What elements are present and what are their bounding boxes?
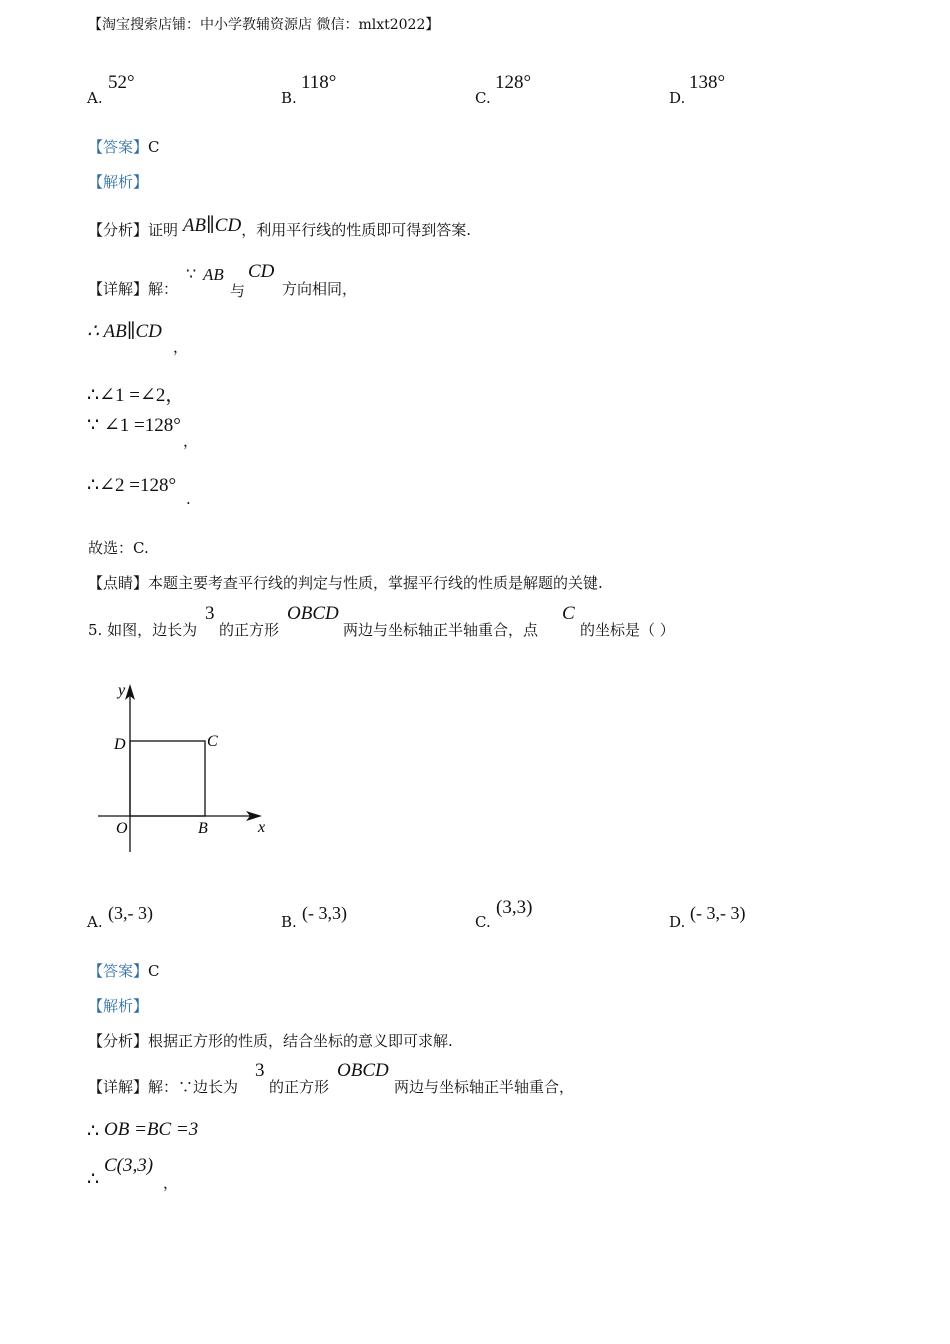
q5-option-c-letter: C. bbox=[475, 913, 491, 931]
q4-detail-because: ∵ bbox=[186, 266, 197, 283]
q4-dianjing: 【点睛】本题主要考查平行线的判定与性质，掌握平行线的性质是解题的关键. bbox=[88, 574, 603, 592]
q4-answer-value: C bbox=[148, 138, 160, 156]
q4-option-d-value: 138° bbox=[689, 72, 726, 93]
q5-step2: C(3,3) bbox=[104, 1155, 154, 1176]
q4-fenxi-post: ，利用平行线的性质即可得到答案. bbox=[241, 221, 471, 239]
q4-step4: ∴∠2 =128° bbox=[87, 475, 177, 496]
q4-answer bbox=[88, 136, 160, 157]
q4-option-b-value: 118° bbox=[301, 72, 337, 93]
x-label: x bbox=[258, 819, 266, 836]
q4-answer-tag: 【答案】 bbox=[88, 138, 149, 156]
q5-option-c-value: (3,3) bbox=[496, 897, 533, 918]
q4-detail-tag: 【详解】解： bbox=[88, 280, 179, 298]
q4-step1-end: ， bbox=[173, 338, 189, 356]
q4-fenxi-tag: 【分析】 bbox=[88, 221, 149, 239]
q5-fenxi: 【分析】根据正方形的性质，结合坐标的意义即可求解. bbox=[88, 1032, 453, 1050]
q5-step2-end: ， bbox=[163, 1174, 179, 1192]
q4-detail-cd: CD bbox=[248, 261, 275, 282]
q5-detail-post: 两边与坐标轴正半轴重合， bbox=[394, 1078, 575, 1096]
q5-stem-c: C bbox=[562, 603, 575, 624]
c-label: C bbox=[207, 733, 218, 750]
q5-option-d-value: (- 3,- 3) bbox=[690, 903, 746, 923]
q4-detail-yu: 与 bbox=[230, 282, 246, 300]
q5-answer-tag: 【答案】 bbox=[88, 962, 149, 980]
q5-coordinate-figure bbox=[90, 676, 280, 858]
q4-step3-end: ， bbox=[183, 432, 199, 450]
q4-fenxi bbox=[88, 215, 471, 241]
q5-option-b-value: (- 3,3) bbox=[302, 903, 347, 923]
q5-stem-3: 3 bbox=[205, 603, 215, 624]
q4-option-c-value: 128° bbox=[495, 72, 532, 93]
q5-stem-mid: 的正方形 bbox=[219, 621, 280, 639]
q5-answer-value: C bbox=[148, 962, 160, 980]
q5-detail-pre: 【详解】解：∵边长为 bbox=[88, 1078, 239, 1096]
q4-step4-end: . bbox=[186, 490, 191, 508]
q4-step2: ∴∠1 =∠2， bbox=[87, 385, 185, 406]
q4-step1: ∴ AB∥CD bbox=[87, 321, 162, 342]
q4-detail-ab: AB bbox=[203, 265, 224, 284]
q4-step3: ∵ ∠1 =128° bbox=[87, 415, 181, 436]
q5-detail-mid: 的正方形 bbox=[269, 1078, 330, 1096]
q4-analysis-tag: 【解析】 bbox=[88, 173, 149, 191]
q5-step2-sym: ∴ bbox=[87, 1169, 100, 1190]
q5-step1: OB =BC =3 bbox=[104, 1119, 199, 1140]
q4-option-a-value: 52° bbox=[108, 72, 135, 93]
b-label: B bbox=[198, 820, 208, 837]
q4-fenxi-math: AB∥CD bbox=[182, 215, 242, 236]
y-label: y bbox=[118, 682, 126, 699]
q4-detail-post: 方向相同， bbox=[282, 280, 358, 298]
q5-option-a-letter: A. bbox=[87, 913, 103, 931]
q5-detail-3: 3 bbox=[255, 1060, 265, 1081]
q5-analysis-tag: 【解析】 bbox=[88, 997, 149, 1015]
q5-option-d-letter: D. bbox=[669, 913, 686, 931]
q4-detail-line bbox=[88, 278, 178, 299]
square-obcd bbox=[130, 741, 205, 816]
q5-stem-obcd: OBCD bbox=[287, 603, 339, 624]
q5-stem-pre: 5. 如图，边长为 bbox=[88, 621, 198, 639]
q4-option-c-letter: C. bbox=[475, 89, 491, 107]
q4-choice: 故选：C. bbox=[88, 539, 149, 557]
q4-option-a-letter: A. bbox=[87, 89, 103, 107]
o-label: O bbox=[116, 820, 128, 837]
q4-fenxi-pre: 证明 bbox=[148, 221, 179, 239]
q5-stem-post: 的坐标是（ ） bbox=[580, 621, 675, 639]
q5-stem-mid2: 两边与坐标轴正半轴重合，点 bbox=[343, 621, 539, 639]
q5-answer bbox=[88, 960, 160, 981]
q5-detail-obcd: OBCD bbox=[337, 1060, 389, 1081]
q5-option-a-value: (3,- 3) bbox=[108, 903, 153, 923]
q4-option-d-letter: D. bbox=[669, 89, 686, 107]
q5-step1-sym: ∴ bbox=[87, 1121, 100, 1142]
d-label: D bbox=[114, 736, 126, 753]
header-text: 【淘宝搜索店铺：中小学教辅资源店 微信：mlxt2022】 bbox=[88, 17, 440, 33]
q4-option-b-letter: B. bbox=[281, 89, 297, 107]
q5-option-b-letter: B. bbox=[281, 913, 297, 931]
